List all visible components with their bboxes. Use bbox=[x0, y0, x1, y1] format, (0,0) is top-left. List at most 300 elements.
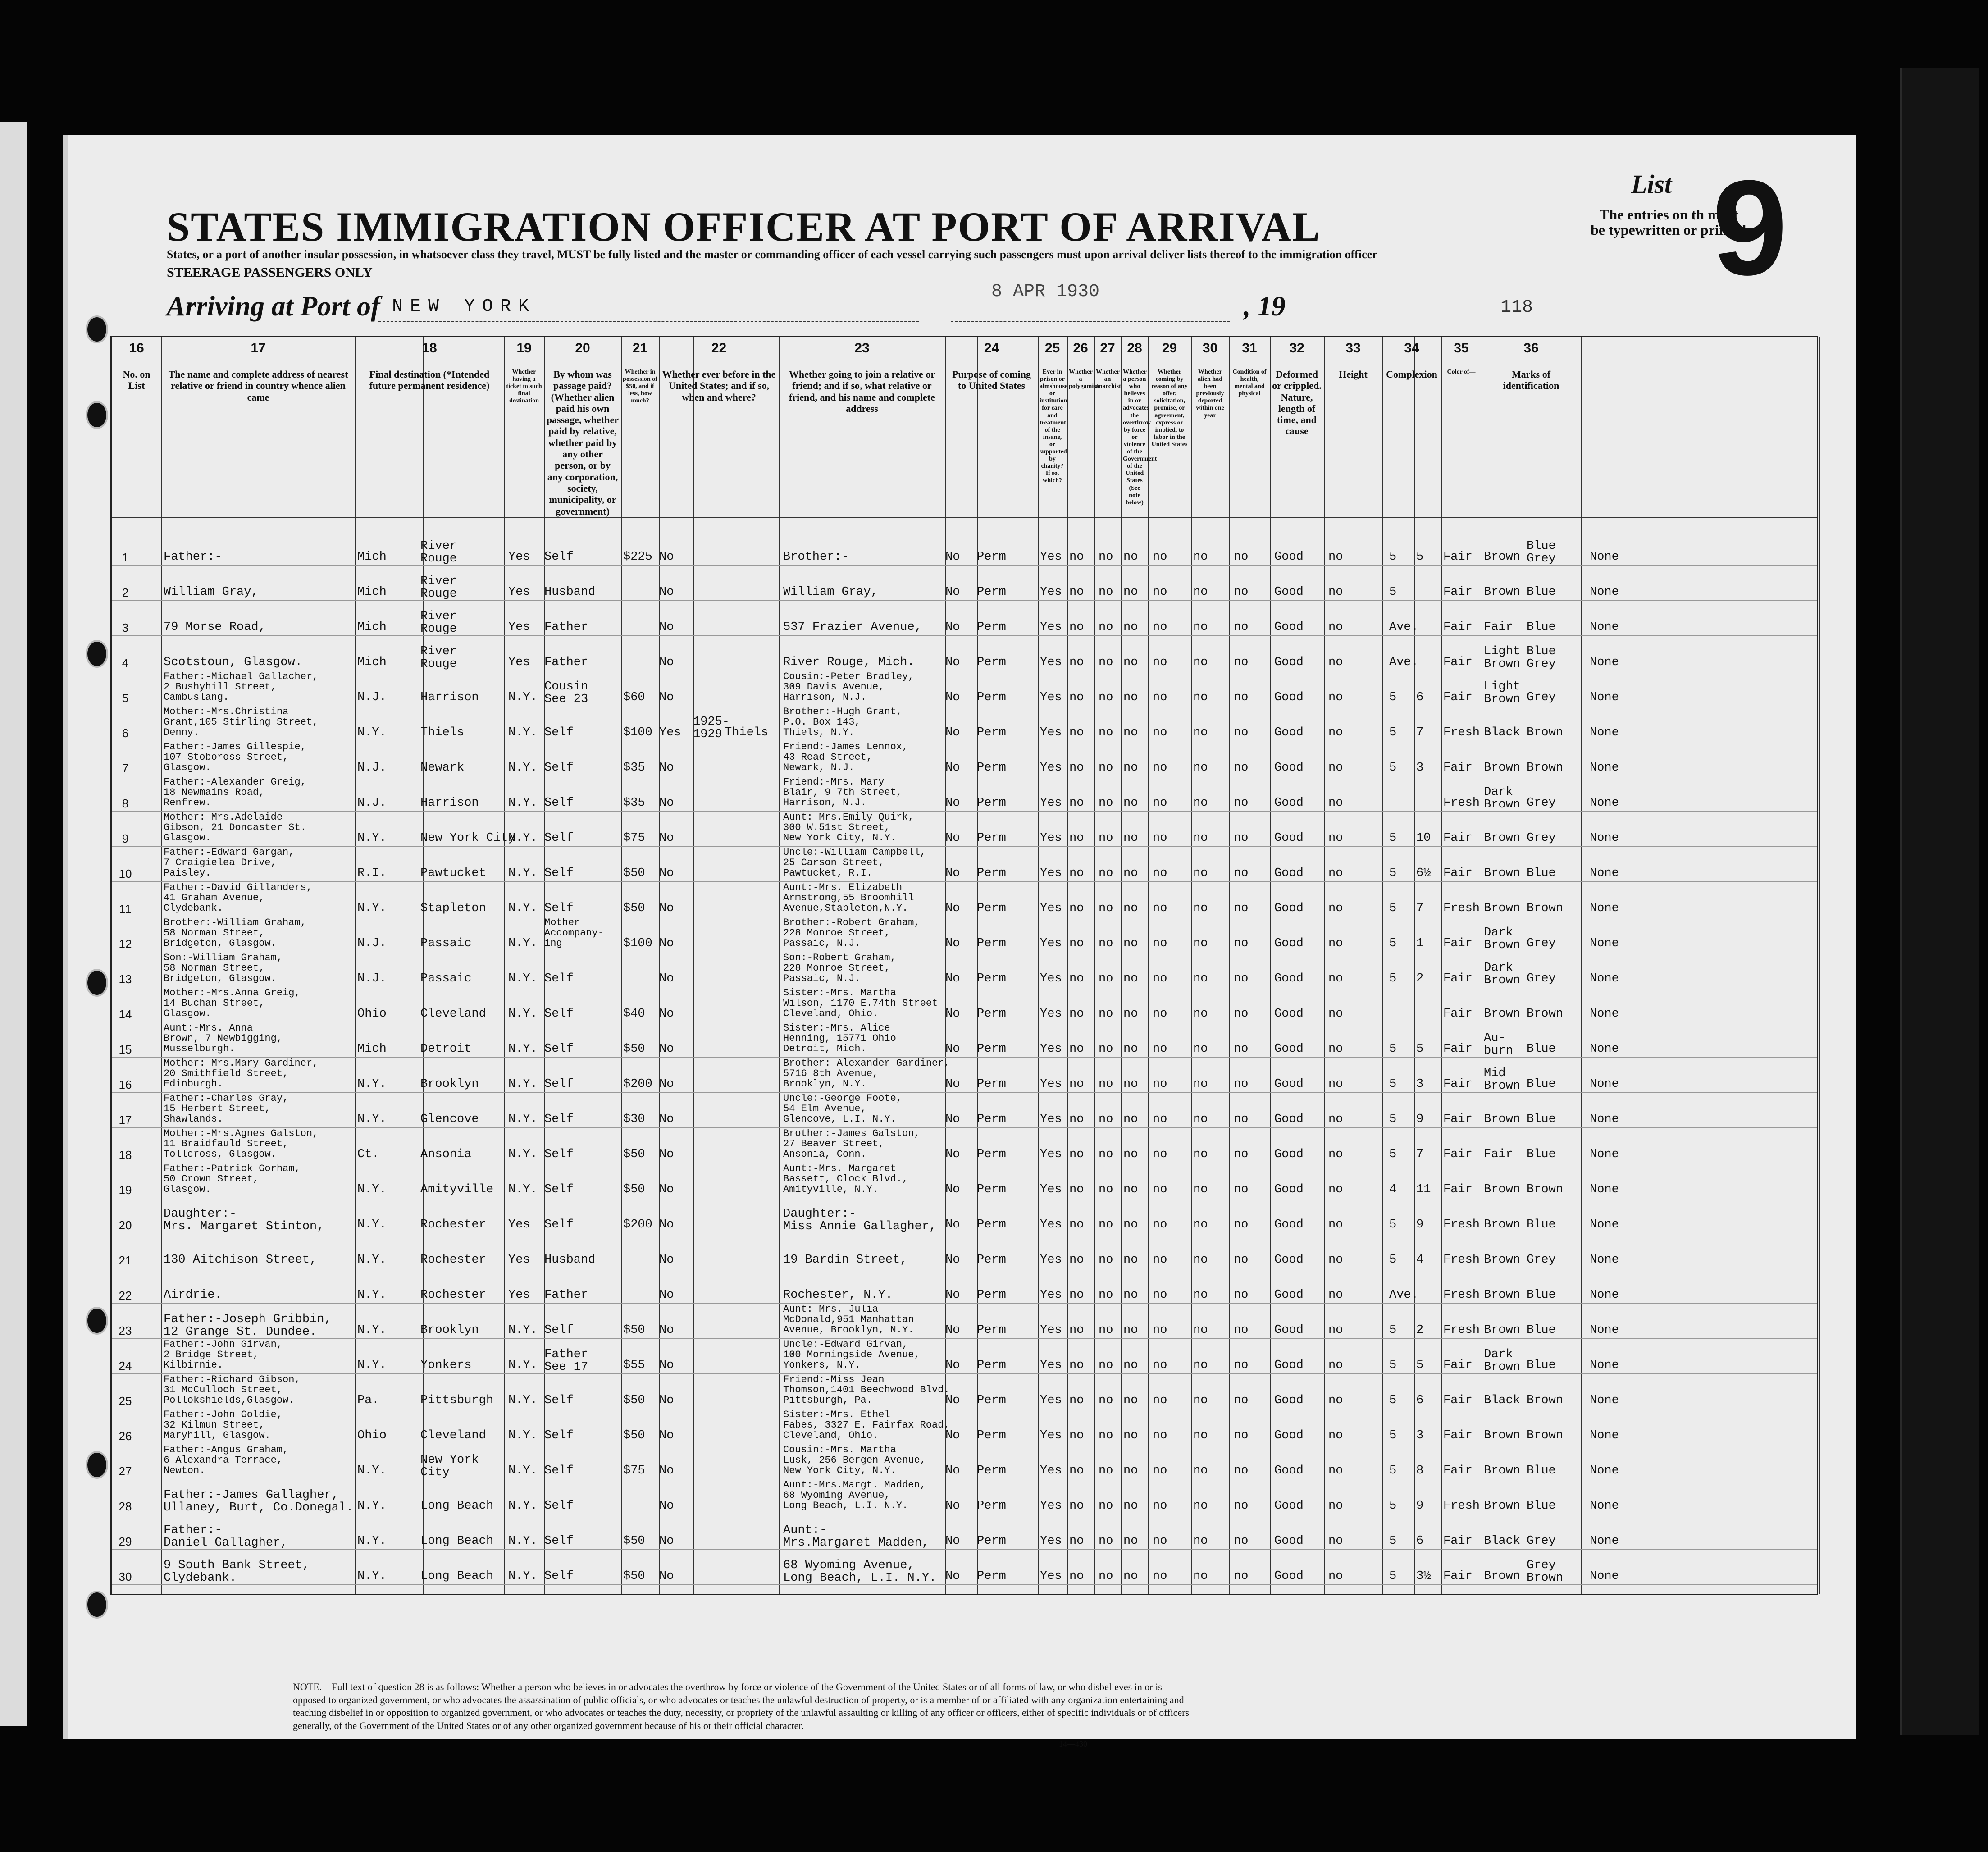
column-header: Color of— bbox=[1447, 369, 1476, 375]
row-state: N.Y. bbox=[357, 1253, 387, 1267]
row-c30: no bbox=[1234, 1429, 1249, 1442]
row-c30: no bbox=[1234, 831, 1249, 845]
row-marks: None bbox=[1590, 1183, 1619, 1196]
row-c30: no bbox=[1234, 972, 1249, 985]
row-year: 1925- 1929 bbox=[693, 715, 730, 742]
row-len: Perm bbox=[977, 1148, 1006, 1161]
row-eyes: Blue bbox=[1527, 1323, 1556, 1337]
row-complexion: Fair bbox=[1443, 972, 1473, 985]
row-marks: None bbox=[1590, 937, 1619, 950]
row-complexion: Fair bbox=[1443, 761, 1473, 775]
row-ret: No bbox=[945, 1148, 960, 1161]
punch-hole bbox=[86, 1451, 108, 1479]
row-hair: Brown bbox=[1484, 831, 1521, 845]
row-cit: Yes bbox=[1040, 761, 1062, 775]
row-marks: None bbox=[1590, 691, 1619, 704]
row-c30: no bbox=[1234, 1218, 1249, 1232]
row-ticket: Yes bbox=[508, 1253, 530, 1267]
column-header: Deformed or crippled. Nature, length of time, and cause bbox=[1272, 369, 1322, 437]
column-number: 36 bbox=[1523, 341, 1539, 356]
row-c27: no bbox=[1123, 831, 1138, 845]
row-marks: None bbox=[1590, 550, 1619, 564]
column-number: 34 bbox=[1404, 341, 1419, 356]
column-header: Whether ever before in the United States; and if so, when and where? bbox=[662, 369, 776, 403]
row-ret: No bbox=[945, 972, 960, 985]
row-c25: no bbox=[1069, 1323, 1084, 1337]
row-paid: Self bbox=[544, 1394, 574, 1407]
row-feet: 5 bbox=[1389, 1218, 1397, 1232]
row-state: N.Y. bbox=[357, 831, 387, 845]
row-paid: Self bbox=[544, 1429, 574, 1442]
row-no: 9 bbox=[122, 832, 129, 845]
row-c30: no bbox=[1234, 1323, 1249, 1337]
row-ticket: N.Y. bbox=[508, 1113, 538, 1126]
row-join: Rochester, N.Y. bbox=[783, 1288, 893, 1302]
row-marks: None bbox=[1590, 656, 1619, 669]
row-c28: no bbox=[1153, 1218, 1167, 1232]
row-ticket: Yes bbox=[508, 656, 530, 669]
row-hair: Brown bbox=[1484, 1218, 1521, 1232]
column-rule bbox=[1148, 337, 1149, 1594]
row-hair: Black bbox=[1484, 726, 1521, 739]
row-ret: No bbox=[945, 1394, 960, 1407]
row-complexion: Fair bbox=[1443, 691, 1473, 704]
row-hair: Brown bbox=[1484, 1569, 1521, 1583]
row-ticket: N.Y. bbox=[508, 1464, 538, 1478]
row-c29: no bbox=[1193, 867, 1208, 880]
row-c25: no bbox=[1069, 1534, 1084, 1548]
row-join: Aunt:-Mrs. Julia McDonald,951 Manhattan Avenue, Brooklyn, N.Y. bbox=[783, 1304, 914, 1336]
row-before: No bbox=[659, 902, 674, 915]
row-city: Passaic bbox=[420, 972, 472, 985]
row-c25: no bbox=[1069, 1569, 1084, 1583]
row-join: Aunt:-Mrs.Margt. Madden, 68 Wyoming Avenue, Long Beach, L.I. N.Y. bbox=[783, 1479, 926, 1512]
column-rule bbox=[1038, 337, 1039, 1594]
row-inches: 5 bbox=[1416, 1042, 1424, 1056]
row-c25: no bbox=[1069, 796, 1084, 810]
row-no: 29 bbox=[119, 1535, 132, 1548]
row-hair: Brown bbox=[1484, 550, 1521, 564]
row-money: $50 bbox=[623, 1569, 645, 1583]
row-c30: no bbox=[1234, 761, 1249, 775]
row-cit: Yes bbox=[1040, 972, 1062, 985]
row-c26: no bbox=[1099, 1499, 1113, 1513]
row-ticket: N.Y. bbox=[508, 1569, 538, 1583]
row-health: Good bbox=[1274, 585, 1304, 599]
row-money: $50 bbox=[623, 1148, 645, 1161]
row-ticket: N.Y. bbox=[508, 1077, 538, 1091]
row-money: $55 bbox=[623, 1359, 645, 1372]
row-c28: no bbox=[1153, 726, 1167, 739]
row-before: No bbox=[659, 972, 674, 985]
row-relative: Father:-Alexander Greig, 18 Newmains Road, Renfrew. bbox=[164, 776, 306, 809]
row-state: N.Y. bbox=[357, 1464, 387, 1478]
row-feet: 5 bbox=[1389, 1323, 1397, 1337]
row-c27: no bbox=[1123, 902, 1138, 915]
row-relative: Airdrie. bbox=[164, 1288, 222, 1302]
punch-hole bbox=[86, 1591, 108, 1619]
row-c30: no bbox=[1234, 1042, 1249, 1056]
column-number: 26 bbox=[1073, 341, 1088, 356]
row-rule bbox=[112, 846, 1817, 847]
row-health: Good bbox=[1274, 972, 1304, 985]
row-c28: no bbox=[1153, 796, 1167, 810]
row-relative: 79 Morse Road, bbox=[164, 620, 266, 634]
row-hair: Brown bbox=[1484, 1323, 1521, 1337]
row-city: Cleveland bbox=[420, 1007, 486, 1021]
row-city: Harrison bbox=[420, 796, 479, 810]
row-hair: Brown bbox=[1484, 1288, 1521, 1302]
row-c28: no bbox=[1153, 937, 1167, 950]
row-feet: 5 bbox=[1389, 1464, 1397, 1478]
row-inches: 7 bbox=[1416, 726, 1424, 739]
column-rule bbox=[355, 337, 356, 1594]
row-join: 68 Wyoming Avenue, Long Beach, L.I. N.Y. bbox=[783, 1559, 937, 1585]
row-deformed: no bbox=[1328, 726, 1343, 739]
row-c30: no bbox=[1234, 867, 1249, 880]
row-health: Good bbox=[1274, 1113, 1304, 1126]
row-cit: Yes bbox=[1040, 1148, 1062, 1161]
row-c30: no bbox=[1234, 1183, 1249, 1196]
column-number: 20 bbox=[575, 341, 590, 356]
row-money: $50 bbox=[623, 1429, 645, 1442]
column-number: 29 bbox=[1162, 341, 1177, 356]
row-hair: Brown bbox=[1484, 1464, 1521, 1478]
row-relative: Mother:-Mrs.Christina Grant,105 Stirling Street, Denny. bbox=[164, 706, 319, 739]
row-eyes: Blue bbox=[1527, 1077, 1556, 1091]
row-c26: no bbox=[1099, 1077, 1113, 1091]
row-cit: Yes bbox=[1040, 726, 1062, 739]
row-ticket: Yes bbox=[508, 620, 530, 634]
row-marks: None bbox=[1590, 726, 1619, 739]
row-health: Good bbox=[1274, 1534, 1304, 1548]
row-before: No bbox=[659, 867, 674, 880]
row-hair: Brown bbox=[1484, 585, 1521, 599]
row-inches: 5 bbox=[1416, 1359, 1424, 1372]
manifest-table bbox=[110, 336, 1818, 1595]
row-hair: Dark Brown bbox=[1484, 926, 1521, 953]
row-len: Perm bbox=[977, 1077, 1006, 1091]
row-len: Perm bbox=[977, 691, 1006, 704]
row-len: Perm bbox=[977, 1323, 1006, 1337]
column-header: No. on List bbox=[123, 369, 150, 392]
row-no: 23 bbox=[119, 1324, 132, 1337]
row-inches: 1 bbox=[1416, 937, 1424, 950]
row-hair: Dark Brown bbox=[1484, 961, 1521, 988]
row-feet: 5 bbox=[1389, 902, 1397, 915]
row-c27: no bbox=[1123, 1394, 1138, 1407]
row-cit: Yes bbox=[1040, 902, 1062, 915]
row-eyes: Blue bbox=[1527, 1148, 1556, 1161]
column-header: Whether having a ticket to such final destination bbox=[506, 369, 542, 405]
row-marks: None bbox=[1590, 1464, 1619, 1478]
row-c27: no bbox=[1123, 1499, 1138, 1513]
row-relative: Mother:-Mrs.Adelaide Gibson, 21 Doncaster St. Glasgow. bbox=[164, 812, 306, 844]
row-eyes: Brown bbox=[1527, 761, 1564, 775]
row-state: N.Y. bbox=[357, 1113, 387, 1126]
row-len: Perm bbox=[977, 1394, 1006, 1407]
row-city: Thiels bbox=[420, 726, 465, 739]
row-ticket: N.Y. bbox=[508, 1499, 538, 1513]
row-cit: Yes bbox=[1040, 620, 1062, 634]
row-before: No bbox=[659, 1429, 674, 1442]
row-ret: No bbox=[945, 902, 960, 915]
row-eyes: Blue Grey bbox=[1527, 539, 1556, 566]
punch-hole bbox=[86, 401, 108, 429]
row-eyes: Grey bbox=[1527, 691, 1556, 704]
row-inches: 2 bbox=[1416, 1323, 1424, 1337]
row-money: $50 bbox=[623, 1323, 645, 1337]
row-cit: Yes bbox=[1040, 1288, 1062, 1302]
row-city: Brooklyn bbox=[420, 1077, 479, 1091]
row-complexion: Fresh bbox=[1443, 796, 1480, 810]
row-no: 27 bbox=[119, 1464, 132, 1478]
column-rule bbox=[161, 337, 162, 1594]
row-inches: 6 bbox=[1416, 691, 1424, 704]
list-note-2: be typewritten or printed. bbox=[1591, 222, 1750, 238]
row-c29: no bbox=[1193, 1429, 1208, 1442]
row-money: $50 bbox=[623, 1534, 645, 1548]
row-eyes: Grey bbox=[1527, 1534, 1556, 1548]
row-c27: no bbox=[1123, 1359, 1138, 1372]
row-c30: no bbox=[1234, 1569, 1249, 1583]
row-city: Cleveland bbox=[420, 1429, 486, 1442]
row-join: Daughter:- Miss Annie Gallagher, bbox=[783, 1207, 937, 1234]
row-health: Good bbox=[1274, 726, 1304, 739]
row-relative: Father:-Joseph Gribbin, 12 Grange St. Dundee. bbox=[164, 1313, 332, 1339]
row-join: Brother:-Alexander Gardiner, 5716 8th Avenue, Brooklyn, N.Y. bbox=[783, 1058, 950, 1090]
row-c25: no bbox=[1069, 1359, 1084, 1372]
date-underline bbox=[951, 321, 1230, 322]
row-c29: no bbox=[1193, 972, 1208, 985]
row-feet: 5 bbox=[1389, 761, 1397, 775]
row-join: Uncle:-Edward Girvan, 100 Morningside Avenue, Yonkers, N.Y. bbox=[783, 1339, 920, 1371]
row-c29: no bbox=[1193, 1569, 1208, 1583]
row-c25: no bbox=[1069, 620, 1084, 634]
row-inches: 6 bbox=[1416, 1394, 1424, 1407]
row-join: Cousin:-Mrs. Martha Lusk, 256 Bergen Avenue, New York City, N.Y. bbox=[783, 1444, 926, 1477]
row-before: No bbox=[659, 1218, 674, 1232]
column-header: Whether alien had been previously deported within one year bbox=[1196, 369, 1224, 419]
row-ticket: N.Y. bbox=[508, 1429, 538, 1442]
row-len: Perm bbox=[977, 656, 1006, 669]
row-city: Long Beach bbox=[420, 1569, 494, 1583]
row-state: N.Y. bbox=[357, 1569, 387, 1583]
row-no: 30 bbox=[119, 1570, 132, 1583]
row-no: 3 bbox=[122, 621, 129, 634]
column-header: Whether a person who believes in or advocates the overthrow by force or violence of the Government of the United States (See note below) bbox=[1123, 369, 1157, 506]
row-city: New York City bbox=[420, 831, 515, 845]
row-hair: Dark Brown bbox=[1484, 1348, 1521, 1374]
row-paid: Self bbox=[544, 1077, 574, 1091]
row-state: N.Y. bbox=[357, 1534, 387, 1548]
row-marks: None bbox=[1590, 585, 1619, 599]
row-health: Good bbox=[1274, 691, 1304, 704]
row-health: Good bbox=[1274, 656, 1304, 669]
row-deformed: no bbox=[1328, 1113, 1343, 1126]
list-note-1: The entries on th must bbox=[1600, 206, 1738, 223]
row-paid: Self bbox=[544, 1323, 574, 1337]
row-join: Sister:-Mrs. Martha Wilson, 1170 E.74th Street Cleveland, Ohio. bbox=[783, 987, 938, 1020]
row-health: Good bbox=[1274, 1359, 1304, 1372]
row-eyes: Brown bbox=[1527, 902, 1564, 915]
row-relative: 130 Aitchison Street, bbox=[164, 1253, 317, 1267]
row-deformed: no bbox=[1328, 902, 1343, 915]
row-cit: Yes bbox=[1040, 1569, 1062, 1583]
row-c25: no bbox=[1069, 1042, 1084, 1056]
row-c29: no bbox=[1193, 1394, 1208, 1407]
row-c27: no bbox=[1123, 1323, 1138, 1337]
row-relative: Father:-James Gallagher, Ullaney, Burt, Co.Donegal. bbox=[164, 1488, 354, 1515]
column-rule bbox=[1324, 337, 1325, 1594]
row-cit: Yes bbox=[1040, 1429, 1062, 1442]
row-ret: No bbox=[945, 585, 960, 599]
row-c30: no bbox=[1234, 902, 1249, 915]
row-join: Uncle:-George Foote, 54 Elm Avenue, Glencove, L.I. N.Y. bbox=[783, 1093, 903, 1125]
row-no: 8 bbox=[122, 797, 129, 810]
row-state: N.Y. bbox=[357, 1359, 387, 1372]
row-ticket: N.Y. bbox=[508, 1394, 538, 1407]
row-eyes: Grey Brown bbox=[1527, 1559, 1564, 1585]
row-state: N.J. bbox=[357, 796, 387, 810]
row-c30: no bbox=[1234, 1499, 1249, 1513]
row-state: N.Y. bbox=[357, 1218, 387, 1232]
row-c27: no bbox=[1123, 1007, 1138, 1021]
row-c29: no bbox=[1193, 796, 1208, 810]
row-feet: 5 bbox=[1389, 550, 1397, 564]
row-c27: no bbox=[1123, 550, 1138, 564]
row-deformed: no bbox=[1328, 1007, 1343, 1021]
row-paid: Self bbox=[544, 831, 574, 845]
row-c25: no bbox=[1069, 1394, 1084, 1407]
row-c28: no bbox=[1153, 1288, 1167, 1302]
row-hair: Light Brown bbox=[1484, 645, 1521, 671]
row-feet: Ave. bbox=[1389, 1288, 1418, 1302]
column-number: 25 bbox=[1044, 341, 1060, 356]
row-c26: no bbox=[1099, 1288, 1113, 1302]
row-no: 6 bbox=[122, 726, 129, 740]
row-join: Uncle:-William Campbell, 25 Carson Street, Pawtucket, R.I. bbox=[783, 847, 926, 879]
row-paid: Self bbox=[544, 1464, 574, 1478]
row-hair: Black bbox=[1484, 1534, 1521, 1548]
row-c30: no bbox=[1234, 937, 1249, 950]
row-c30: no bbox=[1234, 1077, 1249, 1091]
row-inches: 2 bbox=[1416, 972, 1424, 985]
row-join: River Rouge, Mich. bbox=[783, 656, 915, 669]
row-money: $100 bbox=[623, 937, 652, 950]
row-state: N.Y. bbox=[357, 1323, 387, 1337]
column-header: Marks of identification bbox=[1503, 369, 1559, 392]
row-before: No bbox=[659, 796, 674, 810]
row-no: 16 bbox=[119, 1078, 132, 1091]
row-before: No bbox=[659, 585, 674, 599]
row-c28: no bbox=[1153, 1429, 1167, 1442]
row-c29: no bbox=[1193, 1359, 1208, 1372]
row-ticket: Yes bbox=[508, 1218, 530, 1232]
row-health: Good bbox=[1274, 550, 1304, 564]
row-len: Perm bbox=[977, 831, 1006, 845]
row-eyes: Blue bbox=[1527, 1288, 1556, 1302]
row-paid: Self bbox=[544, 972, 574, 985]
row-c28: no bbox=[1153, 1534, 1167, 1548]
row-no: 14 bbox=[119, 1008, 132, 1021]
row-c26: no bbox=[1099, 585, 1113, 599]
row-deformed: no bbox=[1328, 1183, 1343, 1196]
column-header: By whom was passage paid? (Whether alien paid his own passage, whether paid by relative, whether paid by any other person, or by any corporation, society, municipality, or government) bbox=[546, 369, 619, 517]
row-cit: Yes bbox=[1040, 1253, 1062, 1267]
column-number: 24 bbox=[984, 341, 999, 356]
row-money: $30 bbox=[623, 1113, 645, 1126]
column-number: 33 bbox=[1345, 341, 1361, 356]
row-len: Perm bbox=[977, 937, 1006, 950]
row-feet: 5 bbox=[1389, 867, 1397, 880]
row-c27: no bbox=[1123, 620, 1138, 634]
row-c26: no bbox=[1099, 1148, 1113, 1161]
year-prefix: , 19 bbox=[1244, 291, 1286, 322]
row-deformed: no bbox=[1328, 1218, 1343, 1232]
row-marks: None bbox=[1590, 1569, 1619, 1583]
row-c25: no bbox=[1069, 1218, 1084, 1232]
list-number: 9 bbox=[1712, 152, 1787, 303]
row-health: Good bbox=[1274, 1499, 1304, 1513]
row-money: $100 bbox=[623, 726, 652, 739]
row-eyes: Blue bbox=[1527, 1499, 1556, 1513]
row-c26: no bbox=[1099, 1534, 1113, 1548]
row-before: No bbox=[659, 1183, 674, 1196]
row-before: No bbox=[659, 761, 674, 775]
row-c26: no bbox=[1099, 1394, 1113, 1407]
row-join: Aunt:-Mrs. Margaret Bassett, Clock Blvd., Amityville, N.Y. bbox=[783, 1163, 908, 1195]
row-len: Perm bbox=[977, 902, 1006, 915]
row-relative: Aunt:-Mrs. Anna Brown, 7 Newbigging, Musselburgh. bbox=[164, 1022, 283, 1055]
row-before: No bbox=[659, 1288, 674, 1302]
row-city: Long Beach bbox=[420, 1499, 494, 1513]
row-c25: no bbox=[1069, 550, 1084, 564]
row-money: $225 bbox=[623, 550, 652, 564]
row-eyes: Brown bbox=[1527, 1007, 1564, 1021]
row-money: $50 bbox=[623, 1042, 645, 1056]
row-no: 2 bbox=[122, 586, 129, 599]
row-eyes: Grey bbox=[1527, 937, 1556, 950]
row-before: Yes bbox=[659, 726, 681, 739]
row-c28: no bbox=[1153, 867, 1167, 880]
row-c26: no bbox=[1099, 1359, 1113, 1372]
row-ticket: N.Y. bbox=[508, 1148, 538, 1161]
row-no: 20 bbox=[119, 1218, 132, 1232]
row-c25: no bbox=[1069, 1499, 1084, 1513]
row-complexion: Fair bbox=[1443, 1148, 1473, 1161]
row-c28: no bbox=[1153, 1113, 1167, 1126]
row-c29: no bbox=[1193, 1499, 1208, 1513]
row-join: 537 Frazier Avenue, bbox=[783, 620, 922, 634]
row-c29: no bbox=[1193, 1288, 1208, 1302]
row-before: No bbox=[659, 1499, 674, 1513]
column-header: Ever in prison or almshouse or institution for care and treatment of the insane, or supported by charity? If so, which? bbox=[1040, 369, 1068, 484]
row-c30: no bbox=[1234, 1253, 1249, 1267]
row-ticket: N.Y. bbox=[508, 726, 538, 739]
row-ret: No bbox=[945, 867, 960, 880]
row-no: 22 bbox=[119, 1289, 132, 1302]
row-relative: Son:-William Graham, 58 Norman Street, Bridgeton, Glasgow. bbox=[164, 952, 283, 985]
row-feet: 5 bbox=[1389, 1569, 1397, 1583]
row-c29: no bbox=[1193, 691, 1208, 704]
row-join: Friend:-James Lennox, 43 Read Street, Newark, N.J. bbox=[783, 741, 908, 774]
row-len: Perm bbox=[977, 620, 1006, 634]
row-len: Perm bbox=[977, 1569, 1006, 1583]
row-complexion: Fair bbox=[1443, 1007, 1473, 1021]
row-before: No bbox=[659, 1464, 674, 1478]
row-ret: No bbox=[945, 1183, 960, 1196]
